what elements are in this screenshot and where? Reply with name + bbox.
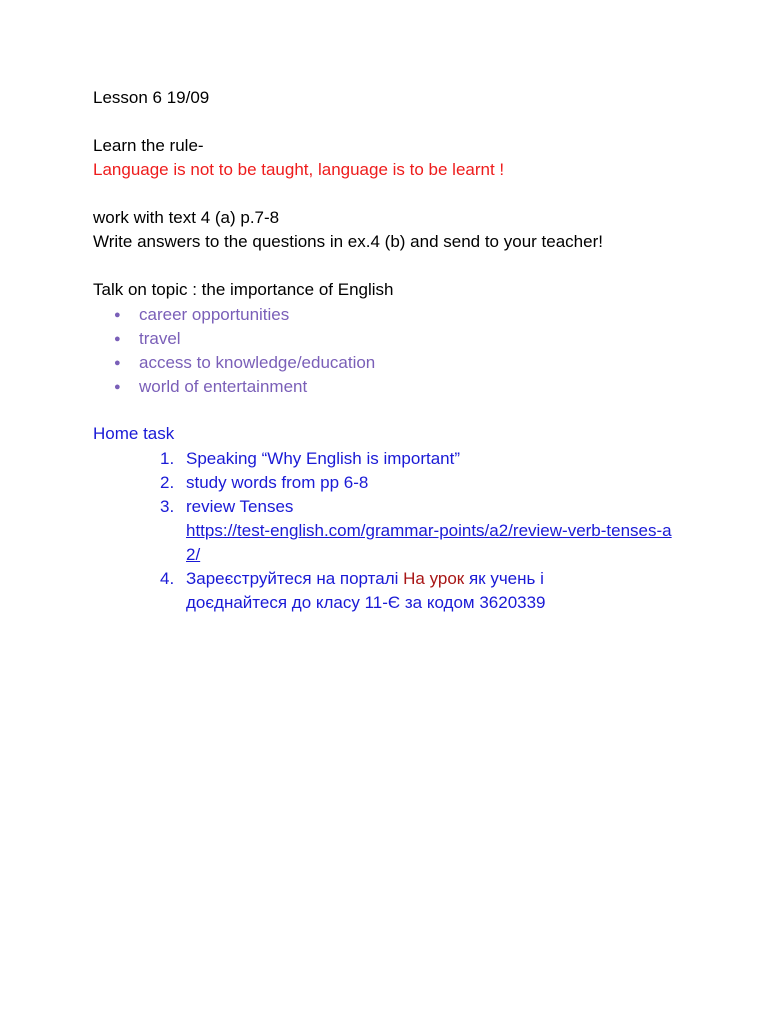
home-task-heading: Home task (93, 424, 175, 443)
task-text: Speaking “Why English is important” (186, 449, 461, 468)
task-text-after: як учень і доєднайтеся до класу 11-Є за кодом 3620339 (186, 569, 546, 612)
portal-name: На урок (403, 569, 465, 588)
home-task-list (160, 447, 700, 615)
rule-text: Language is not to be taught, language is to be learnt ! (93, 160, 505, 179)
tenses-link[interactable]: https://test-english.com/grammar-points/a2/review-verb-tenses-a2/ (186, 521, 672, 564)
list-item (160, 495, 700, 567)
list-item (114, 351, 375, 375)
list-item (114, 303, 375, 327)
bullet-text: world of entertainment (139, 377, 308, 396)
item-number: 3. (160, 497, 175, 516)
item-number: 4. (160, 569, 175, 588)
bullet-text: travel (139, 329, 181, 348)
work-line: work with text 4 (a) p.7-8 (93, 208, 280, 227)
item-number: 1. (160, 449, 175, 468)
task-text (186, 567, 616, 615)
bullet-icon: ● (114, 381, 121, 393)
talk-topic: Talk on topic : the importance of English (93, 280, 394, 299)
bullet-icon: ● (114, 333, 121, 345)
task-text-before: Зареєструйтеся на порталі (186, 569, 404, 588)
list-item (160, 567, 700, 615)
bullet-icon: ● (114, 309, 121, 321)
bullet-text: access to knowledge/education (139, 353, 376, 372)
bullet-text: career opportunities (139, 305, 290, 324)
task-text: study words from pp 6-8 (186, 473, 369, 492)
bullet-icon: ● (114, 357, 121, 369)
list-item (114, 375, 375, 399)
lesson-header: Lesson 6 19/09 (93, 88, 210, 107)
topic-bullet-list (114, 303, 375, 399)
task-text: review Tenses (186, 497, 294, 516)
rule-intro: Learn the rule- (93, 136, 204, 155)
write-line: Write answers to the questions in ex.4 (b) and send to your teacher! (93, 232, 603, 251)
list-item (160, 447, 700, 471)
list-item (114, 327, 375, 351)
item-number: 2. (160, 473, 175, 492)
list-item (160, 471, 700, 495)
